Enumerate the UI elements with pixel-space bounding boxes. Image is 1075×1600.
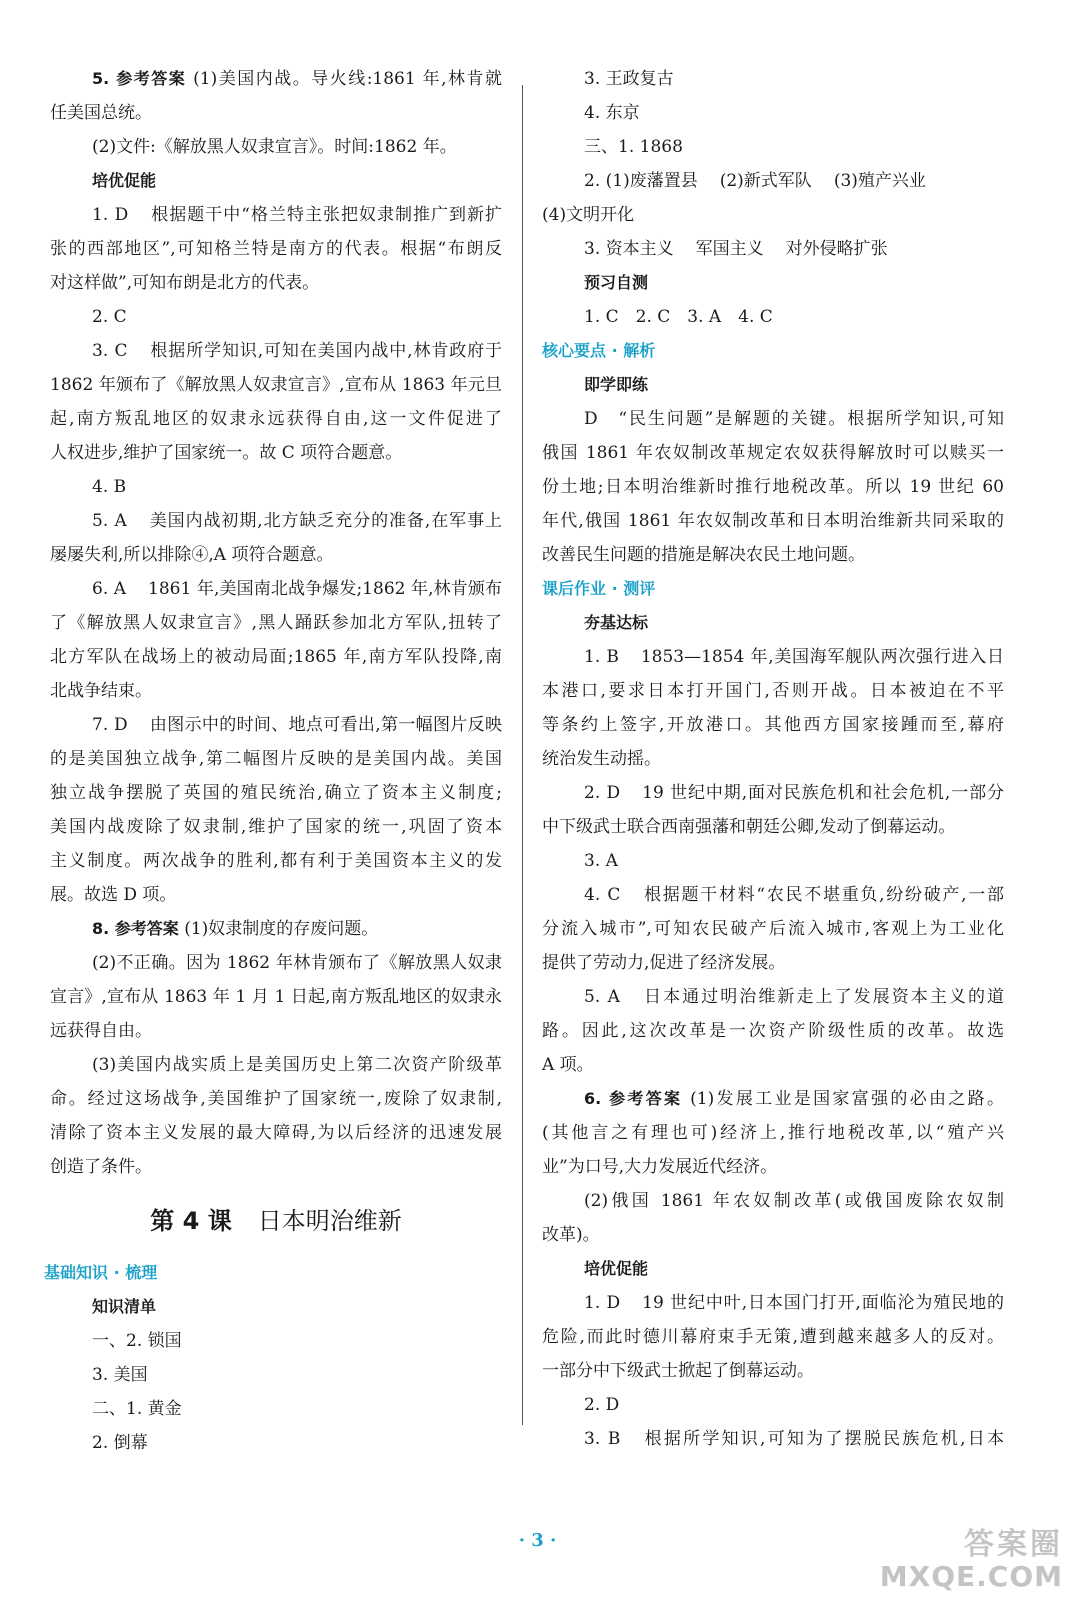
text-line: 6. A 1861 年,美国南北战争爆发;1862 年,林肯颁布 <box>92 579 502 599</box>
text-line: 二、1. 黄金 <box>92 1399 182 1419</box>
text-line: 一、2. 锁国 <box>92 1331 182 1351</box>
text-line: 人权进步,维护了国家统一。故 C 项符合题意。 <box>50 443 403 463</box>
text-line: 4. C 根据题干材料“农民不堪重负,纷纷破产,一部 <box>584 885 1004 905</box>
text-line: 8. 参考答案 (1)奴隶制度的存废问题。 <box>92 919 379 939</box>
text-line: 命。经过这场战争,美国维护了国家统一,废除了奴隶制, <box>50 1089 502 1109</box>
text-line: (2)文件:《解放黑人奴隶宣言》。时间:1862 年。 <box>92 137 457 157</box>
text-line: 份土地;日本明治维新时推行地税改革。所以 19 世纪 60 <box>542 477 1004 497</box>
text-line: 3. 资本主义 军国主义 对外侵略扩张 <box>584 239 888 259</box>
section-heading: 核心要点 · 解析 <box>542 341 656 360</box>
text-line: 三、1. 1868 <box>584 137 683 157</box>
page-number: · 3 · <box>518 1530 557 1551</box>
text-line: 危险,而此时德川幕府束手无策,遭到越来越多人的反对。 <box>542 1327 1004 1347</box>
watermark-url: MXQE.COM <box>879 1560 1063 1593</box>
text-line: 5. A 日本通过明治维新走上了发展资本主义的道 <box>584 987 1004 1007</box>
text-line: (4)文明开化 <box>542 205 635 225</box>
text-line: 5. A 美国内战初期,北方缺乏充分的准备,在军事上 <box>92 511 502 531</box>
text-line: 主义制度。两次战争的胜利,都有利于美国资本主义的发 <box>50 851 502 871</box>
text-line: 改善民生问题的措施是解决农民土地问题。 <box>542 545 865 565</box>
text-line: 6. 参考答案 (1)发展工业是国家富强的必由之路。 <box>584 1089 1004 1109</box>
text-line: 张的西部地区”,可知格兰特是南方的代表。根据“布朗反 <box>50 239 502 259</box>
text-line: 7. D 由图示中的时间、地点可看出,第一幅图片反映 <box>92 715 502 735</box>
text-line: 5. 参考答案 (1)美国内战。导火线:1861 年,林肯就 <box>92 69 502 89</box>
text-line: 独立战争摆脱了英国的殖民统治,确立了资本主义制度; <box>50 783 502 803</box>
text-line: 2. (1)废藩置县 (2)新式军队 (3)殖产兴业 <box>584 171 926 191</box>
text-line: 分流入城市”,可知农民破产后流入城市,客观上为工业化 <box>542 919 1004 939</box>
text-line: 起,南方叛乱地区的奴隶永远获得自由,这一文件促进了 <box>50 409 502 429</box>
subheading: 培优促能 <box>584 1259 649 1278</box>
text-line: 任美国总统。 <box>50 103 152 123</box>
left-column <box>44 62 502 1460</box>
text-line: 3. 美国 <box>92 1365 148 1385</box>
text-line: 创造了条件。 <box>50 1157 152 1177</box>
text-line: 了《解放黑人奴隶宣言》,黑人踊跃参加北方军队,扭转了 <box>50 613 502 633</box>
text-line: 等条约上签字,开放港口。其他西方国家接踵而至,幕府 <box>542 715 1004 735</box>
text-line: D “民生问题”是解题的关键。根据所学知识,可知 <box>584 409 1004 429</box>
text-line: 俄国 1861 年农奴制改革规定农奴获得解放时可以赎买一 <box>542 443 1004 463</box>
section-heading: 课后作业 · 测评 <box>542 579 656 598</box>
text-line: 1. B 1853—1854 年,美国海军舰队两次强行进入日 <box>584 647 1004 667</box>
text-line: 美国内战废除了奴隶制,维护了国家的统一,巩固了资本 <box>50 817 502 837</box>
subheading: 夯基达标 <box>584 613 649 632</box>
right-column <box>542 62 1004 1456</box>
text-line: 远获得自由。 <box>50 1021 152 1041</box>
watermark-logo <box>880 1528 1063 1592</box>
text-line: 路。因此,这次改革是一次资产阶级性质的改革。故选 <box>542 1021 1004 1041</box>
subheading: 培优促能 <box>92 171 157 190</box>
text-line: 4. 东京 <box>584 103 640 123</box>
text-line: 年代,俄国 1861 年农奴制改革和日本明治维新共同采取的 <box>542 511 1004 531</box>
text-line: 一部分中下级武士掀起了倒幕运动。 <box>542 1361 814 1381</box>
text-line: 本港口,要求日本打开国门,否则开战。日本被迫在不平 <box>542 681 1004 701</box>
text-line: (3)美国内战实质上是美国历史上第二次资产阶级革 <box>92 1055 502 1075</box>
text-line: 3. C 根据所学知识,可知在美国内战中,林肯政府于 <box>92 341 502 361</box>
text-line: 提供了劳动力,促进了经济发展。 <box>542 953 786 973</box>
text-line: 业”为口号,大力发展近代经济。 <box>542 1157 778 1177</box>
subheading: 即学即练 <box>584 375 649 394</box>
text-line: 北方军队在战场上的被动局面;1865 年,南方军队投降,南 <box>50 647 502 667</box>
text-line: (2)俄国 1861 年农奴制改革(或俄国废除农奴制 <box>584 1191 1004 1211</box>
text-line: (2)不正确。因为 1862 年林肯颁布了《解放黑人奴隶 <box>92 953 502 973</box>
section-heading: 基础知识 · 梳理 <box>44 1263 158 1282</box>
text-line: 的是美国独立战争,第二幅图片反映的是美国内战。美国 <box>50 749 502 769</box>
text-line: (其他言之有理也可)经济上,推行地税改革,以“殖产兴 <box>542 1123 1004 1143</box>
lesson-number: 第 4 课 <box>150 1207 232 1235</box>
text-line: 清除了资本主义发展的最大障碍,为以后经济的迅速发展 <box>50 1123 502 1143</box>
text-line: 2. C <box>92 307 127 327</box>
text-line: 对这样做”,可知布朗是北方的代表。 <box>50 273 320 293</box>
text-line: 2. 倒幕 <box>92 1433 148 1453</box>
text-line: 1. C 2. C 3. A 4. C <box>584 307 773 327</box>
text-line: 改革)。 <box>542 1225 600 1245</box>
text-line: 1. D 根据题干中“格兰特主张把奴隶制推广到新扩 <box>92 205 502 225</box>
subheading: 预习自测 <box>584 273 649 292</box>
text-line: 2. D 19 世纪中期,面对民族危机和社会危机,一部分 <box>584 783 1004 803</box>
text-line: 1862 年颁布了《解放黑人奴隶宣言》,宣布从 1863 年元旦 <box>50 375 502 395</box>
text-line: 北战争结束。 <box>50 681 152 701</box>
lesson-name: 日本明治维新 <box>257 1207 402 1235</box>
text-line: A 项。 <box>542 1055 594 1075</box>
text-line: 3. B 根据所学知识,可知为了摆脱民族危机,日本 <box>584 1429 1004 1449</box>
lesson-title <box>50 1192 502 1250</box>
text-line: 1. D 19 世纪中叶,日本国门打开,面临沦为殖民地的 <box>584 1293 1004 1313</box>
text-line: 4. B <box>92 477 127 497</box>
watermark-text: 答案圈 <box>964 1527 1063 1562</box>
text-line: 2. D <box>584 1395 620 1415</box>
text-line: 中下级武士联合西南强藩和朝廷公卿,发动了倒幕运动。 <box>542 817 956 837</box>
text-line: 宣言》,宣布从 1863 年 1 月 1 日起,南方叛乱地区的奴隶永 <box>50 987 502 1007</box>
text-line: 展。故选 D 项。 <box>50 885 177 905</box>
subheading: 知识清单 <box>92 1297 157 1316</box>
column-divider <box>522 85 523 1425</box>
text-line: 统治发生动摇。 <box>542 749 661 769</box>
text-line: 屡屡失利,所以排除④,A 项符合题意。 <box>50 545 334 565</box>
text-line: 3. 王政复古 <box>584 69 674 89</box>
text-line: 3. A <box>584 851 618 871</box>
